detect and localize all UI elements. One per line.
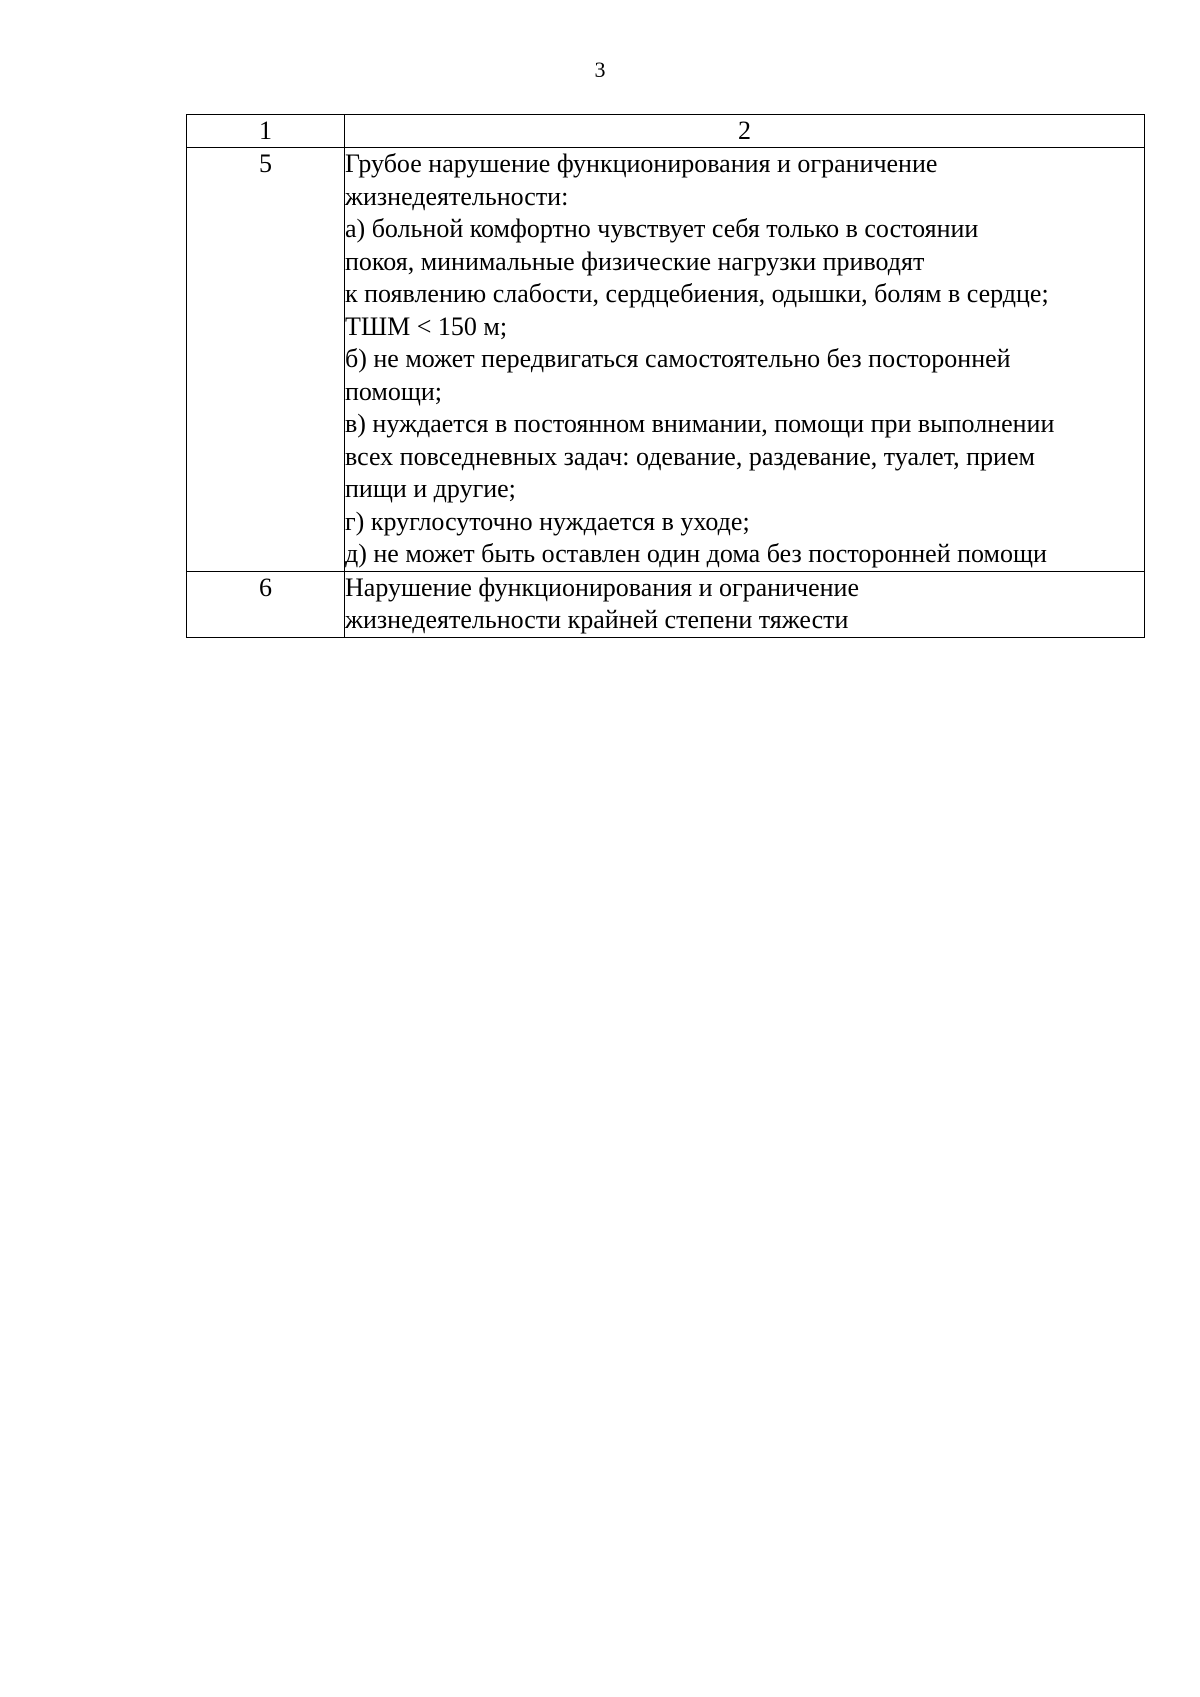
description-line: а) больной комфортно чувствует себя только в состоянии <box>345 214 979 243</box>
severity-table <box>186 114 1145 638</box>
description-line: жизнедеятельности крайней степени тяжести <box>345 605 849 634</box>
description-line: г) круглосуточно нуждается в уходе; <box>345 506 750 536</box>
row-description-cell <box>345 148 1145 572</box>
header-cell-1: 1 <box>187 115 345 148</box>
description-line: к появлению слабости, сердцебиения, одышки, болям в сердце; <box>345 279 1049 308</box>
description-line: покоя, минимальные физические нагрузки приводят <box>345 246 925 276</box>
header-cell-2: 2 <box>345 115 1145 148</box>
description-line: б) не может передвигаться самостоятельно без посторонней <box>345 344 1011 373</box>
row-description-cell <box>345 571 1145 637</box>
description-line: д) не может быть оставлен один дома без посторонней помощи <box>345 539 1047 568</box>
description-line: ТШМ < 150 м; <box>345 311 508 341</box>
page-number: 3 <box>594 57 606 82</box>
description-line: Грубое нарушение функционирования и ограничение <box>345 149 938 178</box>
row-number-cell: 5 <box>187 148 345 572</box>
table-row <box>187 148 1145 572</box>
description-line: пищи и другие; <box>345 474 516 503</box>
description-line: Нарушение функционирования и ограничение <box>345 572 859 602</box>
description-line: всех повседневных задач: одевание, раздевание, туалет, прием <box>345 441 1035 471</box>
table-header-row <box>187 115 1145 148</box>
description-line: жизнедеятельности: <box>345 181 569 211</box>
description-line: помощи; <box>345 376 443 406</box>
description-line: в) нуждается в постоянном внимании, помощи при выполнении <box>345 409 1055 438</box>
table-row <box>187 571 1145 637</box>
row-number-cell: 6 <box>187 571 345 637</box>
